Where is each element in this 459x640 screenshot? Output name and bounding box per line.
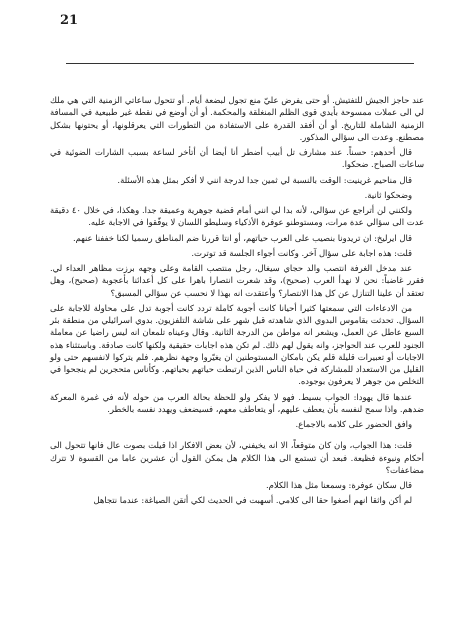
- paragraph: عند مدخل الغرفة انتصب والد حجاي سيغال، رجل منتصب القامة وعلى وجهه برزت مظاهر العداء لي. فقرر غاضباً: نحن لا نهدأ العرب (صحيح)، وقد شعرت انتصارا باهرا على كل أعدائنا بأعجوبة (صحيح)، وهل تعتقد أن علينا التنازل عن كل هذا الانتصار؟ وأعتقدت انه بهذا لا نحسب عن سؤالي المسبق؟: [50, 263, 424, 298]
- paragraph: عندها قال يهودا: الجواب بسيط. فهو لا يفكر ولو للحظة بحالة العرب من حوله لأنه في غمرة المعركة ضدهم. واذا سمح لنفسه بأن يعطف عليهم، أو يتعاطف معهم، فسيضعف ويهدد نفسه بالخطر.: [50, 391, 424, 414]
- paragraph: قلت: هذه اجابة على سؤال آخر. وكانت أجواء الجلسة قد توترت.: [191, 247, 412, 258]
- paragraph: قال سكان عوفرة: وسمعنا مثل هذا الكلام.: [266, 480, 412, 490]
- paragraph: من الادعاءات التي سمعتها كثيرا أحيانا كانت أجوبة كاملة تردد كانت أجوبة تدل على محاولة للاجابة على السؤال. تحدثت بقاموس البدوي الذي شاهدته قبل شهر على شاشة التلفزيون. بدوي اسرائيلي من منطقة بئر السبع عاطل عن العمل، ويشعر انه مواطن من الدرجة الثانية. وقال وعيناه تلمعان انه ليس راضيا عن معاملة الجنود للعرب عند الحواجز، وانه يقول لهم ذلك. لم تكن هذه اجابات حقيقية ولكنها كانت صادقة. وباستثناء هذه الاجابات أو تعبيرات قليلة قلم يكن بامكان المستوطنين ان يغيّروا وجهة نظرهم. فلم يتركوا لانفسهم حتى ولو القليل من الاستعداد للمشاركة في حياة الناس الذين ارتبطت حياتهم بحياتهم. وكأناس متحجرين لم ينجحوا في التخلص من جوهر لا يعرفون بوجوده.: [50, 302, 424, 387]
- paragraph: قال مناحيم غرينيت: الوقت بالنسبة لي ثمين جدا لدرجة انني لا أفكر بمثل هذه الأسئلة.: [117, 174, 412, 185]
- paragraph: وافق الحضور على كلامه بالاجماع.: [295, 419, 412, 429]
- header-rule: [66, 63, 414, 64]
- paragraph: قال أحدهم: حسناً. عند مشارف تل أبيب أضطر أنا أيضا أن أتأخر لساعة بسبب الشارات الضوئية في ساعات الصباح. ضحكوا.: [50, 147, 424, 170]
- paragraph: قلت: هذا الجواب، وان كان متوقعاً، الا انه يخيفني، لأن بعض الافكار اذا قيلت بصوت عال فانها تتحول الى أحكام ونبوءة فظيعة. فبعد أن تستمع الى هذا الكلام هل يمكن القول أن عشرين عاما من القسوة لا تترك مضاعفات؟: [50, 440, 424, 475]
- body-text: [50, 94, 424, 510]
- paragraph: وضحكوا ثانية.: [364, 189, 412, 200]
- paragraph: قال ايرليخ: ان تريدونا بنصيب على العرب حياتهم، أو انتا قررنا ضم المناطق رسميا لكنا خففنا عنهم.: [72, 232, 412, 243]
- paragraph: ولكنني لن أتراجع عن سؤالي، لأنه بدا لي انني أمام قضية جوهرية وعميقة جدا. وهكذا، في خلال ٤٠ دقيقة عدت الى سؤالي عدة مرات، ومستوطنو عوفرة الأذكياء وسليطو اللسان لا يوفّقوا في الاجابة عليه.: [50, 205, 424, 228]
- page-number: 21: [60, 13, 79, 28]
- paragraph: لم أكن واثقا انهم أصغوا حقا الى كلامي. أسهبت في الحديث لكي أتقن الصياغة: عندما نتجاهل: [93, 495, 412, 506]
- paragraph: عند حاجز الجيش للتفتيش. أو حتى يفرض عليّ منع تجول لبضعة أيام. أو تتحول ساعاتي الزمنية التي هي ملك لي الى عملات ممسوحة بأيدي قوى الظلم المنغلقة والمحكمة. أو أن أوضع في نقطة غير طبيعية في المسافة الزمنية الشاملة للتاريخ. أو أن أفقد القدرة على الاستفادة من التطورات التي يعرقلونها، أو يحتونها بشكل مصطنع. وعدت الى سؤالي المذكور.: [50, 95, 424, 142]
